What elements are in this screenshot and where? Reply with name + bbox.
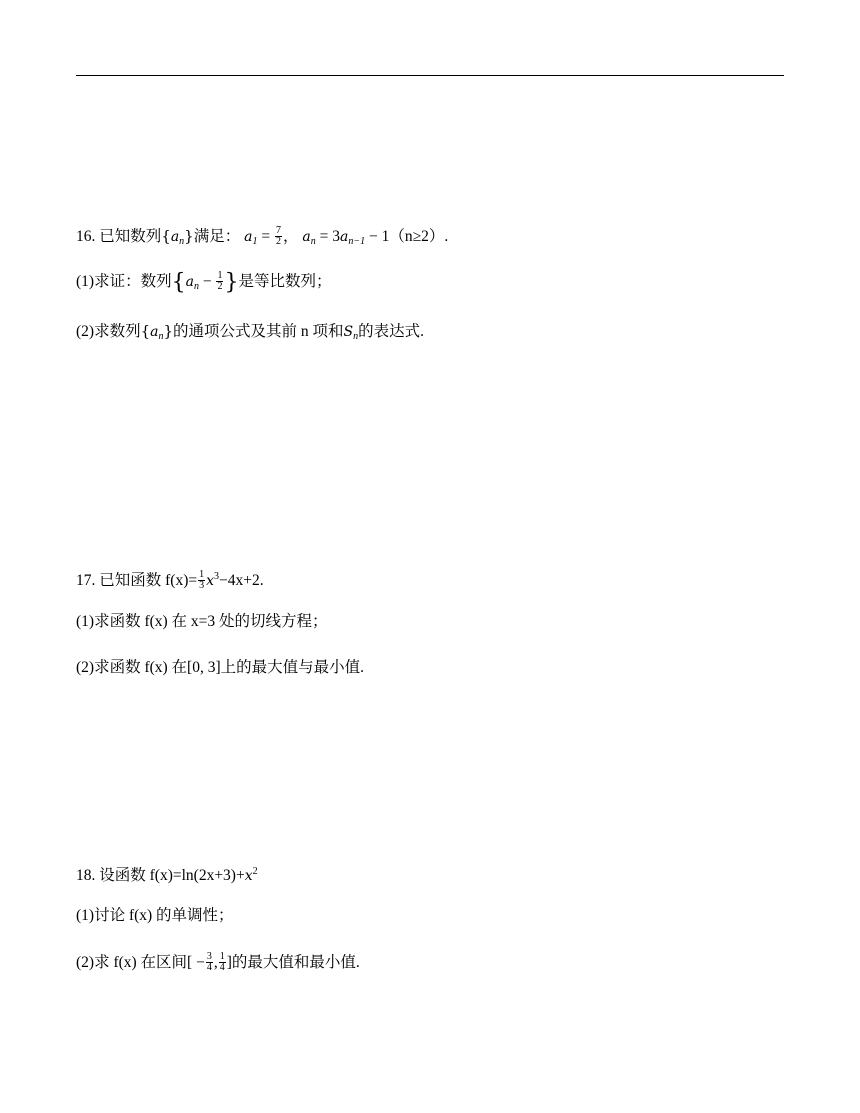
right-brace: } [163,322,174,340]
q16-p1-suffix: 是等比数列； [238,273,332,290]
q17-f-den: 3 [199,579,205,591]
q16-an1-sub: n−1 [348,236,366,247]
q16-eq1: = [257,228,274,245]
q17-x-sup: 3 [214,571,220,582]
q16-p2-suffix: 的表达式. [358,323,425,340]
q18-stem [76,861,258,887]
q18-sep: , [213,954,218,971]
q17-f-num: 1 [199,568,205,580]
q18-part2 [76,952,360,974]
q16-part1 [76,271,331,298]
q18-part1: (1)讨论 f(x) 的单调性； [76,907,234,924]
q16-p2-a-sub: n [158,331,164,342]
q16-p2-s: S [343,324,354,340]
q16-an1: a [339,229,349,245]
q16-p1-den: 2 [217,280,223,292]
q17-part2: (2)求函数 f(x) 在[0, 3]上的最大值与最小值. [76,659,365,676]
q18-f1-num: 3 [206,950,212,962]
right-brace: } [184,227,194,245]
q16-p2-a: a [150,324,159,340]
q16-p1-a-sub: n [193,281,199,292]
q17-intro: 17. 已知函数 f(x)= [76,572,198,589]
q17-stem [76,566,264,592]
q16-p1-fraction [216,271,223,292]
left-brace: { [140,322,151,340]
q17-part1: (1)求函数 f(x) 在 x=3 处的切线方程； [76,613,328,630]
q18-p2-prefix: (2)求 f(x) 在区间[ − [76,954,205,971]
q16-a1-sub: 1 [252,236,258,247]
q16-p1-prefix: (1)求证：数列 [76,273,172,290]
q18-p2-suffix: ]的最大值和最小值. [226,954,360,971]
q16-eq2: = 3 [315,228,340,245]
q16-satisfy: 满足： [193,228,241,245]
q18-f1-den: 4 [206,961,212,973]
q16-tail: − 1（n≥2）. [365,228,449,245]
left-brace: { [171,270,186,295]
q16-intro: 16. 已知数列 [76,228,162,245]
q16-f1-num: 7 [275,224,281,236]
q16-p2-prefix: (2)求数列 [76,323,141,340]
q18-intro: 18. 设函数 f(x)=ln(2x+3)+ [76,867,245,884]
header-rule [76,75,784,76]
q18-f2-num: 1 [219,950,225,962]
q16-an: a [302,229,311,245]
q18-fraction-2 [219,952,226,973]
q16-p1-a: a [185,274,194,290]
q16-stem [76,225,448,253]
q18-x-sup: 2 [252,866,258,877]
right-brace: } [224,270,239,295]
q18-x: x [244,868,253,884]
q16-comma: ， [282,228,299,245]
q16-part2 [76,320,424,348]
q16-seq-sub: n [179,236,185,247]
q18-f2-den: 4 [219,961,225,973]
q16-p2-s-sub: n [353,331,359,342]
q16-seq: a [170,229,180,245]
q17-tail: −4x+2. [219,572,264,589]
left-brace: { [161,227,171,245]
q16-p2-mid: 的通项公式及其前 n 项和 [173,323,344,340]
q16-f1-den: 2 [275,235,281,247]
q16-p1-minus: − [198,273,216,290]
q18-fraction-1 [206,952,213,973]
q17-fraction [198,570,205,591]
q16-fraction [275,226,282,247]
q16-p1-num: 1 [217,269,223,281]
q16-a1: a [244,229,253,245]
q16-an-sub: n [310,236,316,247]
q17-x: x [206,573,215,589]
